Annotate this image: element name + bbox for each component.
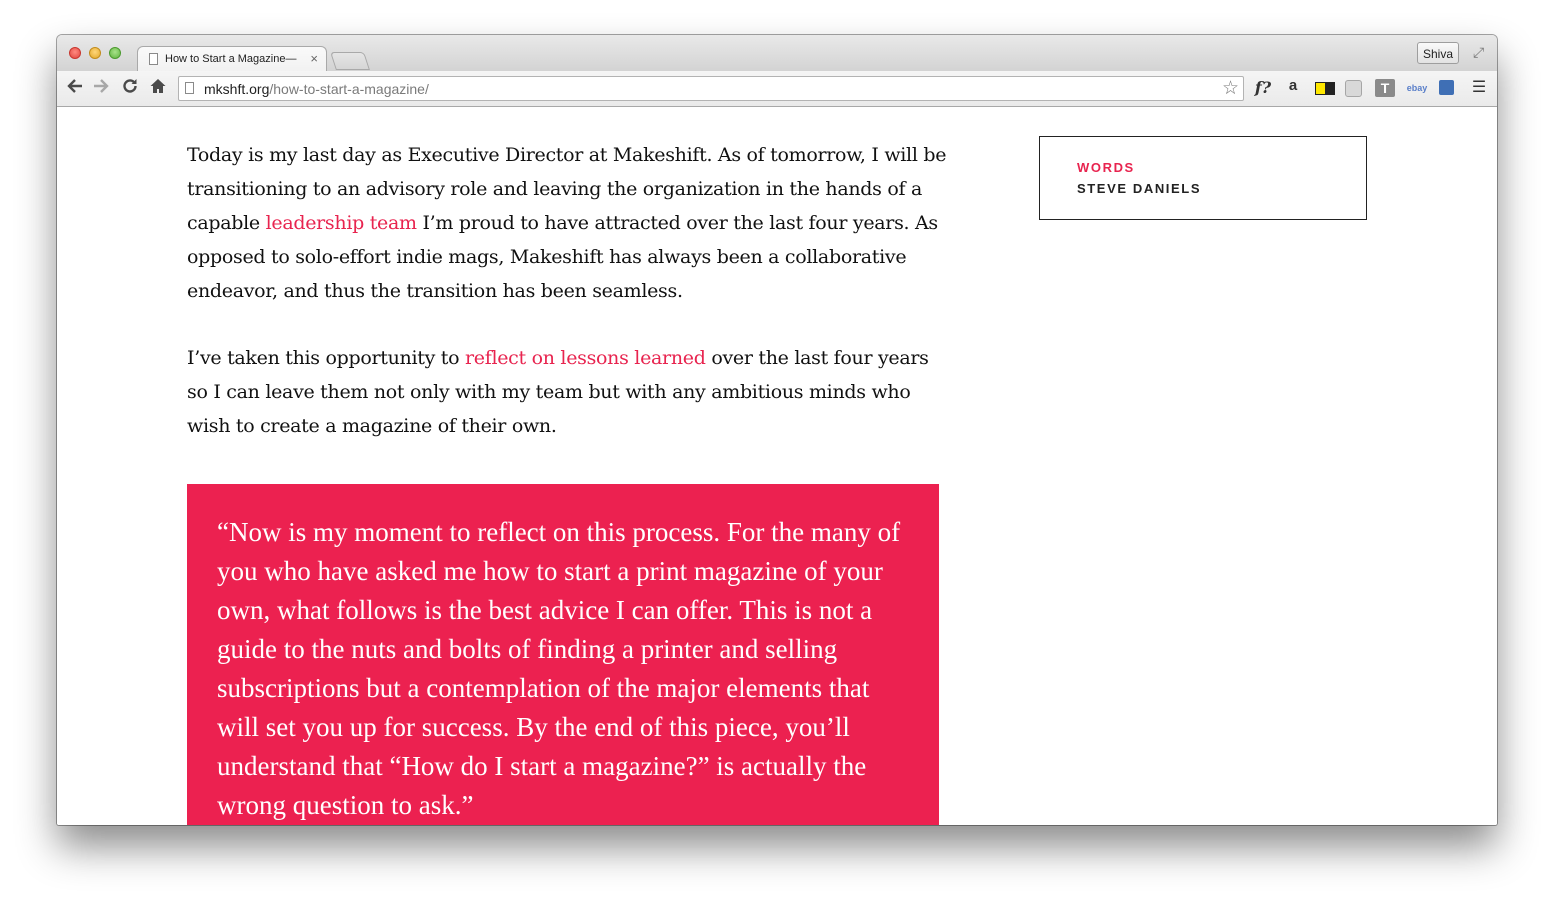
- tab-title: How to Start a Magazine—: [165, 53, 297, 65]
- article-paragraph: [187, 138, 947, 308]
- paragraph-text: over the last four years so I can leave them not only with my team but with any ambitious minds who wish to create a magazine of their own.: [187, 347, 929, 437]
- forward-arrow-icon[interactable]: [92, 77, 110, 99]
- lessons-learned-link[interactable]: reflect on lessons learned: [465, 347, 706, 369]
- url-text[interactable]: [204, 81, 429, 97]
- type-extension-icon[interactable]: T: [1375, 79, 1395, 97]
- star-icon[interactable]: ☆: [1221, 78, 1239, 99]
- reload-icon[interactable]: [121, 77, 139, 99]
- window-maximize-button[interactable]: [109, 47, 121, 59]
- clipper-extension-icon[interactable]: [1345, 79, 1363, 97]
- browser-toolbar: [57, 71, 1497, 107]
- window-close-button[interactable]: [69, 47, 81, 59]
- fullscreen-icon[interactable]: ⤢: [1473, 44, 1485, 60]
- save-extension-icon[interactable]: [1439, 79, 1457, 97]
- page-content: [57, 107, 1497, 825]
- pull-quote-text: “Now is my moment to reflect on this process. For the many of you who have asked me how to start a print magazine of your own, what follows is the best advice I can offer. This is not a guide to the nuts and bolts of finding a printer and selling subscriptions but a contemplation of the major elements that will set you up for success. By the end of this piece, you’ll understand that “How do I start a magazine?” is actually the wrong question to ask.”: [217, 517, 901, 820]
- title-bar: [57, 35, 1497, 71]
- browser-tab[interactable]: [137, 46, 327, 72]
- window-minimize-button[interactable]: [89, 47, 101, 59]
- url-path: /how-to-start-a-magazine/: [269, 81, 429, 97]
- leadership-team-link[interactable]: leadership team: [265, 212, 417, 234]
- paragraph-text: Today is my last day as Executive Director at Makeshift. As of tomorrow, I will be transitioning to an advisory role and leaving the organization in the hands of a capable: [187, 144, 947, 234]
- article-paragraph: [187, 341, 947, 443]
- address-bar[interactable]: [178, 76, 1244, 101]
- url-domain: mkshft.org: [204, 81, 270, 97]
- amazon-extension-icon[interactable]: a: [1288, 77, 1298, 94]
- new-tab-button[interactable]: [330, 52, 370, 70]
- back-arrow-icon[interactable]: [66, 77, 84, 99]
- hamburger-menu-icon[interactable]: ☰: [1471, 79, 1487, 96]
- page-icon: [149, 53, 158, 65]
- page-icon: [185, 82, 194, 94]
- paragraph-text: I’ve taken this opportunity to: [187, 347, 465, 369]
- ebay-extension-icon[interactable]: ebay: [1406, 83, 1428, 93]
- author-credit-box: [1039, 136, 1367, 220]
- tab-close-icon[interactable]: ×: [310, 51, 318, 66]
- pull-quote: [187, 484, 939, 825]
- highlighter-extension-icon[interactable]: [1315, 79, 1335, 97]
- profile-button[interactable]: Shiva: [1417, 42, 1459, 64]
- fonts-extension-icon[interactable]: f?: [1254, 78, 1272, 97]
- credit-label: WORDS: [1077, 160, 1135, 175]
- article-body: [187, 138, 947, 820]
- home-icon[interactable]: [149, 77, 167, 99]
- browser-window: [57, 35, 1497, 825]
- paragraph-text: I’m proud to have attracted over the last four years. As opposed to solo-effort indie mags, Makeshift has always been a collaborative endeavor, and thus the transition has been seamless.: [187, 212, 938, 302]
- author-name[interactable]: STEVE DANIELS: [1077, 181, 1202, 196]
